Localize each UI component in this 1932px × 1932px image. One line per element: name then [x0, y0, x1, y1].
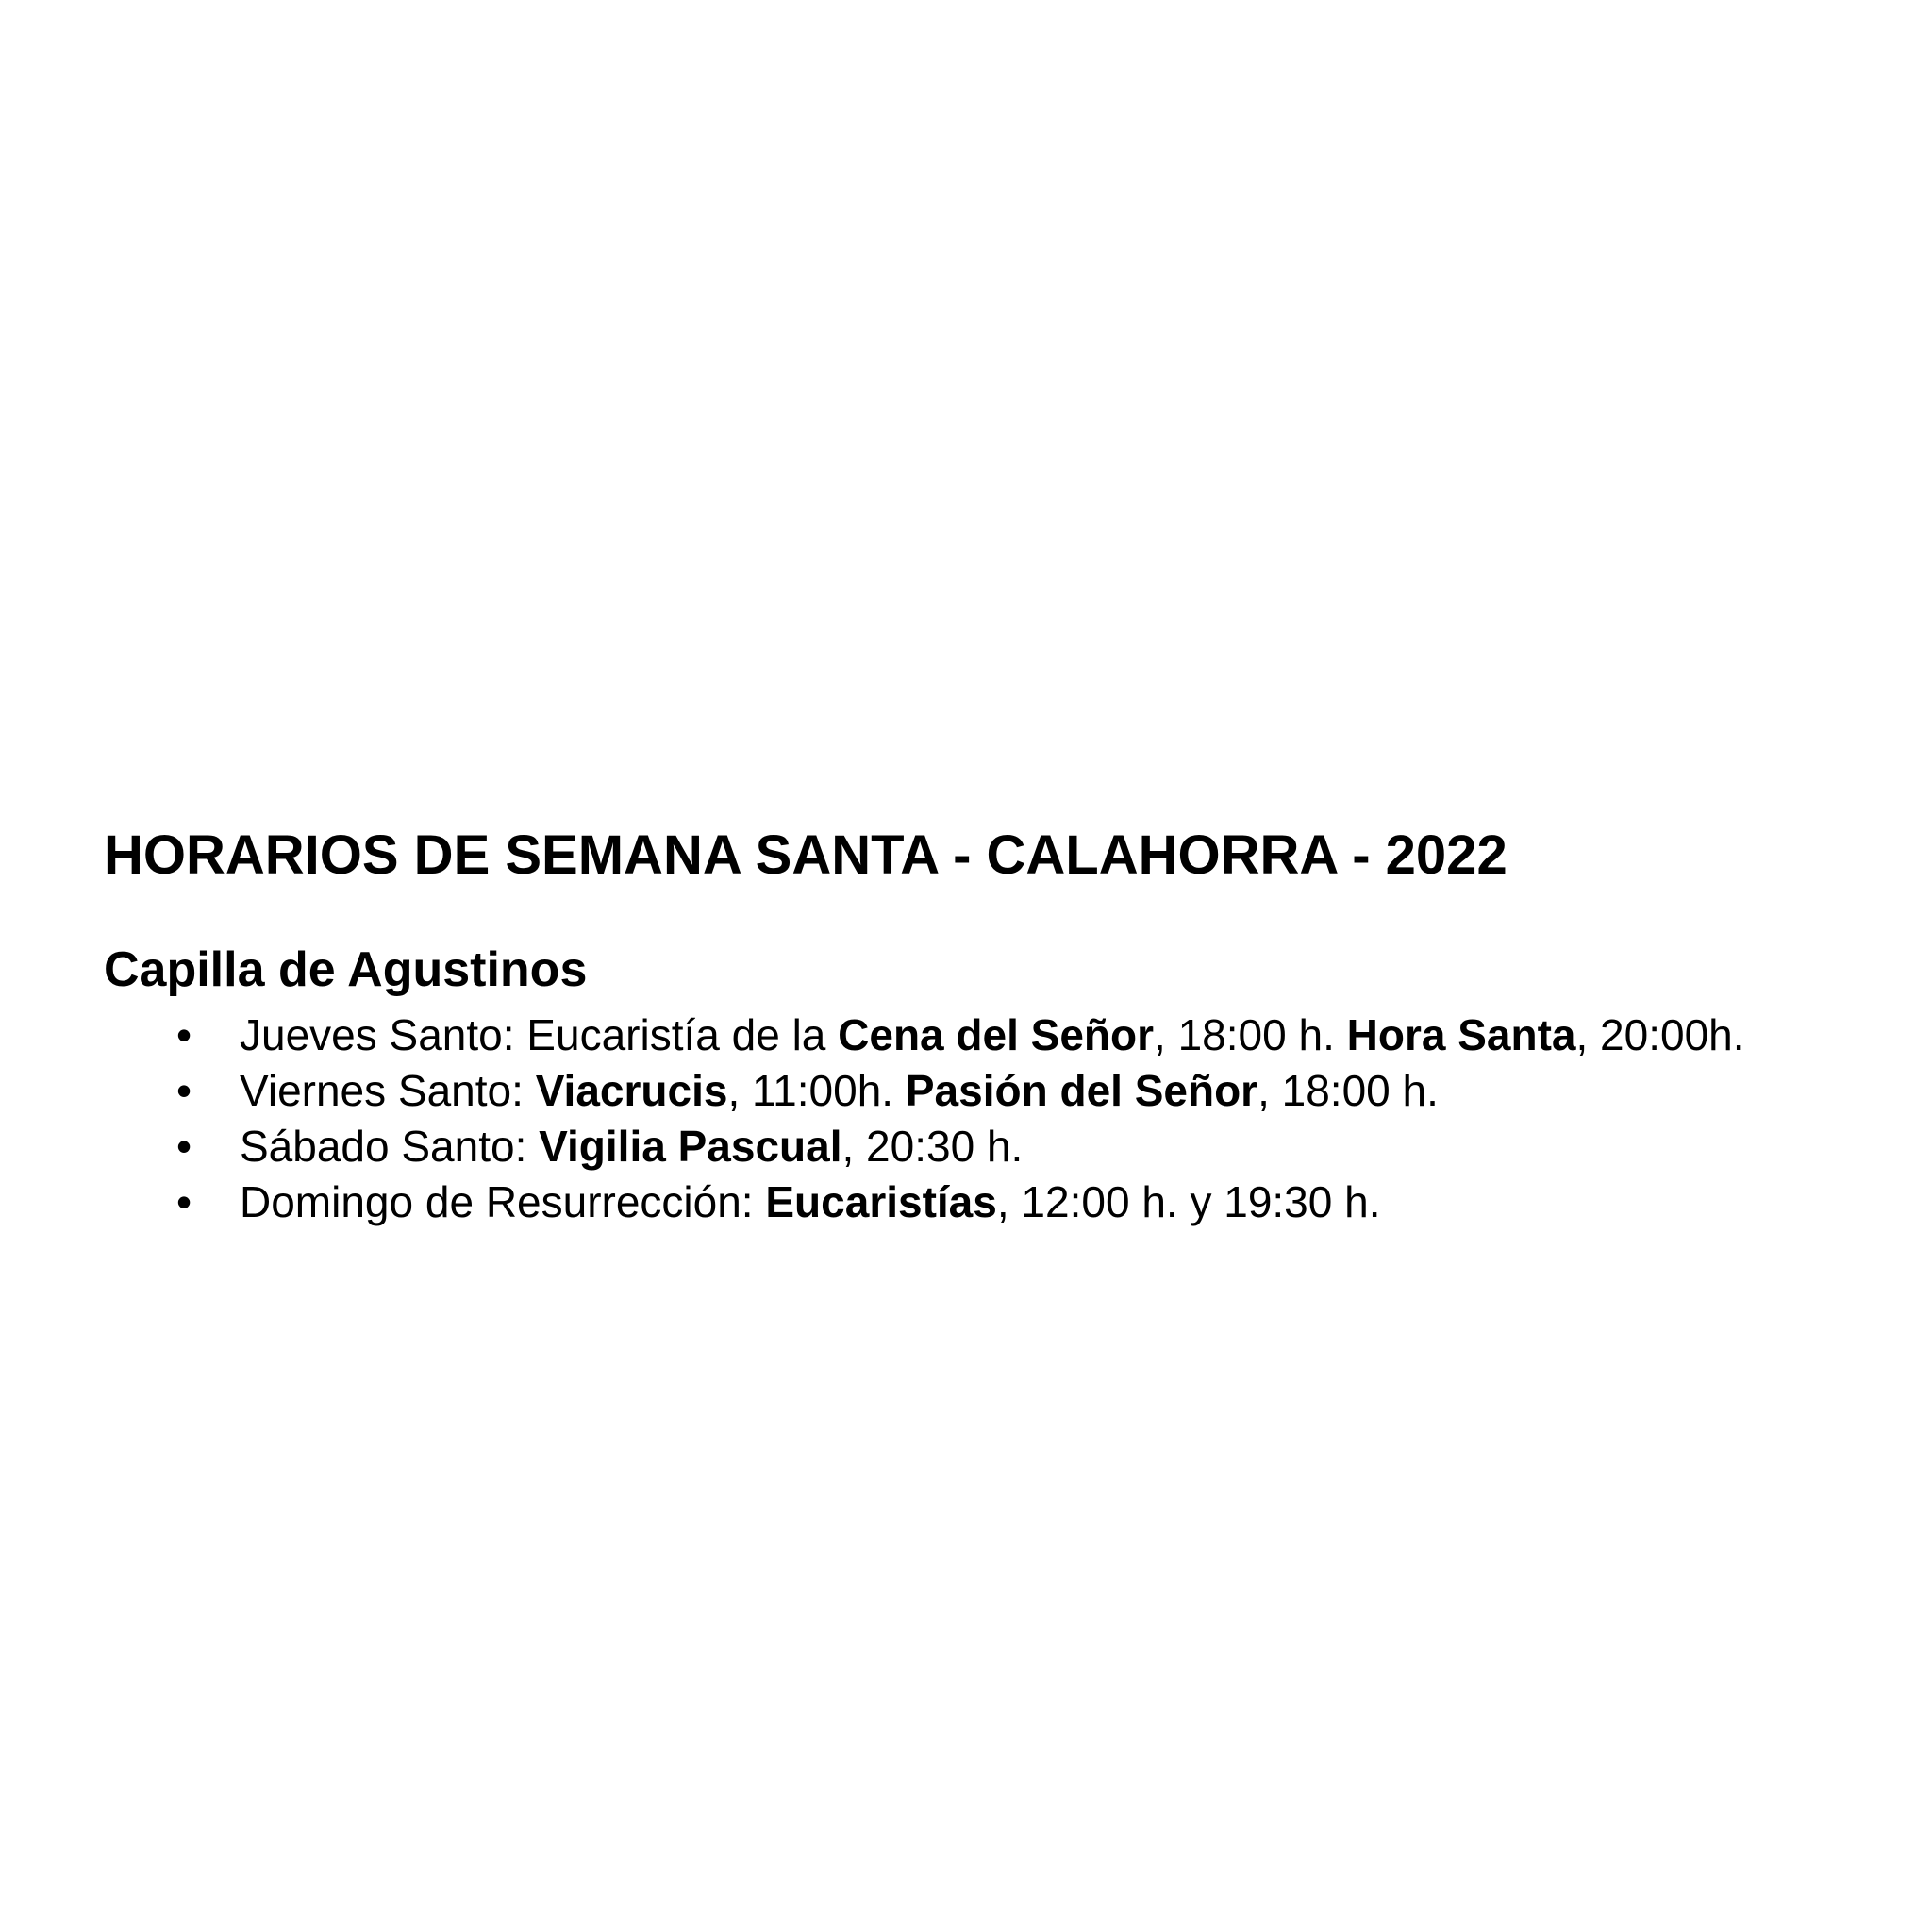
item-text	[526, 1122, 539, 1171]
list-item-sabado-santo	[104, 1119, 1896, 1174]
section-heading: Capilla de Agustinos	[104, 942, 588, 997]
item-text: , 11:00h.	[727, 1066, 906, 1115]
list-item-jueves-santo	[104, 1008, 1896, 1063]
day-label: Viernes Santo:	[240, 1066, 524, 1115]
event-name: Eucaristías	[765, 1177, 997, 1226]
bullet-icon: •	[176, 1066, 192, 1115]
bullet-icon: •	[176, 1010, 192, 1059]
item-text: , 20:30 h.	[841, 1122, 1024, 1171]
event-name: Pasión del Señor	[905, 1066, 1258, 1115]
list-item-domingo-resurreccion	[104, 1174, 1896, 1230]
document-title: HORARIOS DE SEMANA SANTA - CALAHORRA - 2022	[104, 824, 1507, 886]
item-text	[524, 1066, 536, 1115]
event-name: Viacrucis	[535, 1066, 728, 1115]
item-text: , 12:00 h. y 19:30 h.	[996, 1177, 1381, 1226]
document-body	[104, 813, 1896, 1230]
day-label: Jueves Santo:	[240, 1010, 515, 1059]
item-text: , 18:00 h.	[1257, 1066, 1439, 1115]
item-text	[754, 1177, 766, 1226]
event-name: Vigilia Pascual	[539, 1122, 842, 1171]
list-item-viernes-santo	[104, 1063, 1896, 1119]
event-name: Hora Santa	[1346, 1010, 1576, 1059]
item-text: Eucaristía de la	[514, 1010, 839, 1059]
item-text: , 20:00h.	[1575, 1010, 1745, 1059]
item-text: , 18:00 h.	[1154, 1010, 1347, 1059]
bullet-icon: •	[176, 1122, 192, 1171]
bullet-icon: •	[176, 1177, 192, 1226]
day-label: Domingo de Resurrección:	[240, 1177, 754, 1226]
schedule-list	[104, 1008, 1896, 1230]
event-name: Cena del Señor	[838, 1010, 1155, 1059]
day-label: Sábado Santo:	[240, 1122, 527, 1171]
